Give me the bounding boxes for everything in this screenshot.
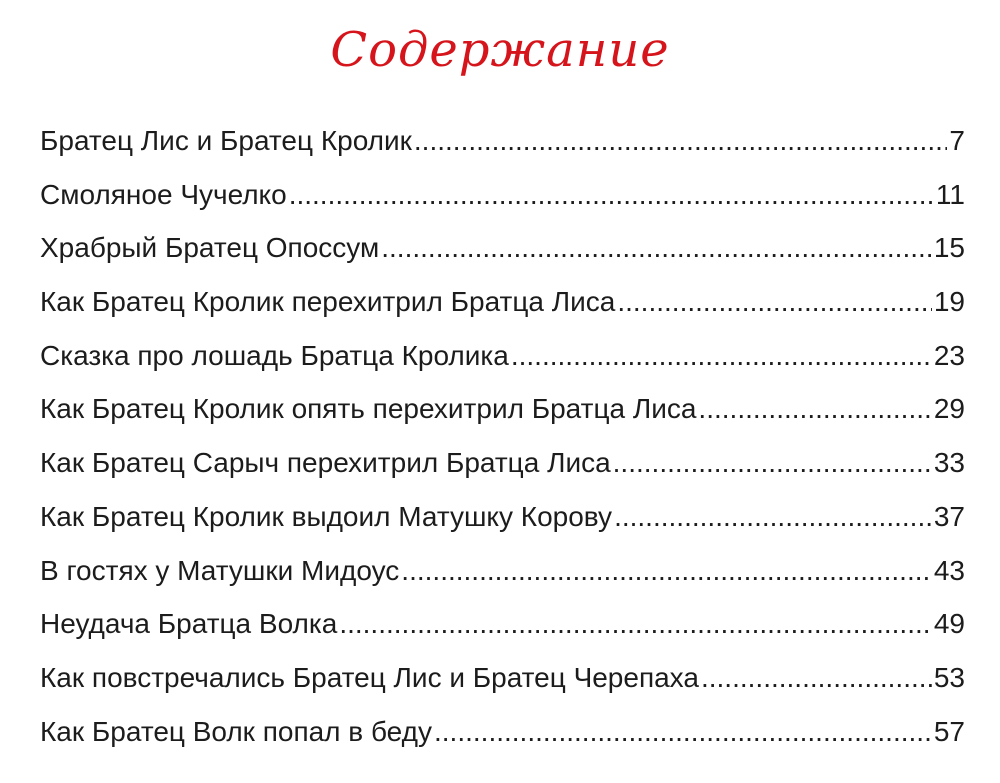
page-title: Содержание — [330, 22, 670, 78]
toc-entry-page-number: 11 — [935, 178, 965, 210]
toc-entry-page-number: 23 — [933, 339, 965, 371]
dot-leader — [698, 393, 931, 425]
toc-entry[interactable] — [40, 555, 965, 609]
toc-entry-page-number: 29 — [933, 393, 965, 425]
toc-entry-title: Как Братец Волк попал в беду — [40, 715, 432, 747]
dot-leader — [339, 608, 932, 640]
toc-entry-page-number: 7 — [949, 125, 965, 156]
dot-leader — [434, 716, 932, 748]
toc-entry-page-number: 33 — [933, 447, 965, 479]
toc-entry[interactable] — [40, 662, 965, 716]
toc-entry-title: Сказка про лошадь Братца Кролика — [40, 339, 509, 371]
dot-leader — [701, 662, 932, 694]
toc-entry-page-number: 53 — [933, 661, 965, 693]
toc-entry-title: Неудача Братца Волка — [40, 608, 338, 640]
toc-entry-title: Храбрый Братец Опоссум — [40, 232, 380, 264]
dot-leader — [617, 286, 932, 318]
toc-entry[interactable] — [40, 179, 965, 233]
toc-entry-title: В гостях у Матушки Мидоус — [40, 554, 400, 586]
toc-entry-title: Как Братец Кролик перехитрил Братца Лиса — [40, 286, 616, 318]
dot-leader — [289, 179, 934, 211]
toc-entry[interactable] — [40, 447, 965, 501]
toc-entry-title: Как Братец Кролик опять перехитрил Братца Лиса — [40, 393, 697, 425]
dot-leader — [613, 447, 932, 479]
toc-entry-title: Смоляное Чучелко — [40, 178, 287, 210]
toc-entry-page-number: 15 — [933, 232, 965, 264]
toc-entry[interactable] — [40, 608, 965, 662]
toc-entry[interactable] — [40, 125, 965, 179]
toc-entry-title: Как Братец Кролик выдоил Матушку Корову — [40, 500, 613, 532]
table-of-contents — [40, 125, 965, 769]
toc-entry-page-number: 49 — [933, 608, 965, 640]
toc-entry[interactable] — [40, 501, 965, 555]
toc-entry-page-number: 43 — [933, 554, 965, 586]
toc-entry[interactable] — [40, 340, 965, 394]
toc-entry-page-number: 19 — [933, 286, 965, 318]
toc-entry-page-number: 37 — [933, 500, 965, 532]
dot-leader — [401, 555, 932, 587]
toc-entry-title: Братец Лис и Братец Кролик — [40, 125, 412, 156]
toc-entry[interactable] — [40, 393, 965, 447]
toc-entry-title: Как повстречались Братец Лис и Братец Черепаха — [40, 661, 699, 693]
toc-entry[interactable] — [40, 716, 965, 770]
dot-leader — [614, 501, 932, 533]
dot-leader — [511, 340, 932, 372]
toc-entry-title: Как Братец Сарыч перехитрил Братца Лиса — [40, 447, 611, 479]
dot-leader — [414, 125, 948, 157]
toc-entry[interactable] — [40, 286, 965, 340]
dot-leader — [381, 232, 932, 264]
toc-entry[interactable] — [40, 232, 965, 286]
toc-entry-page-number: 57 — [933, 715, 965, 747]
